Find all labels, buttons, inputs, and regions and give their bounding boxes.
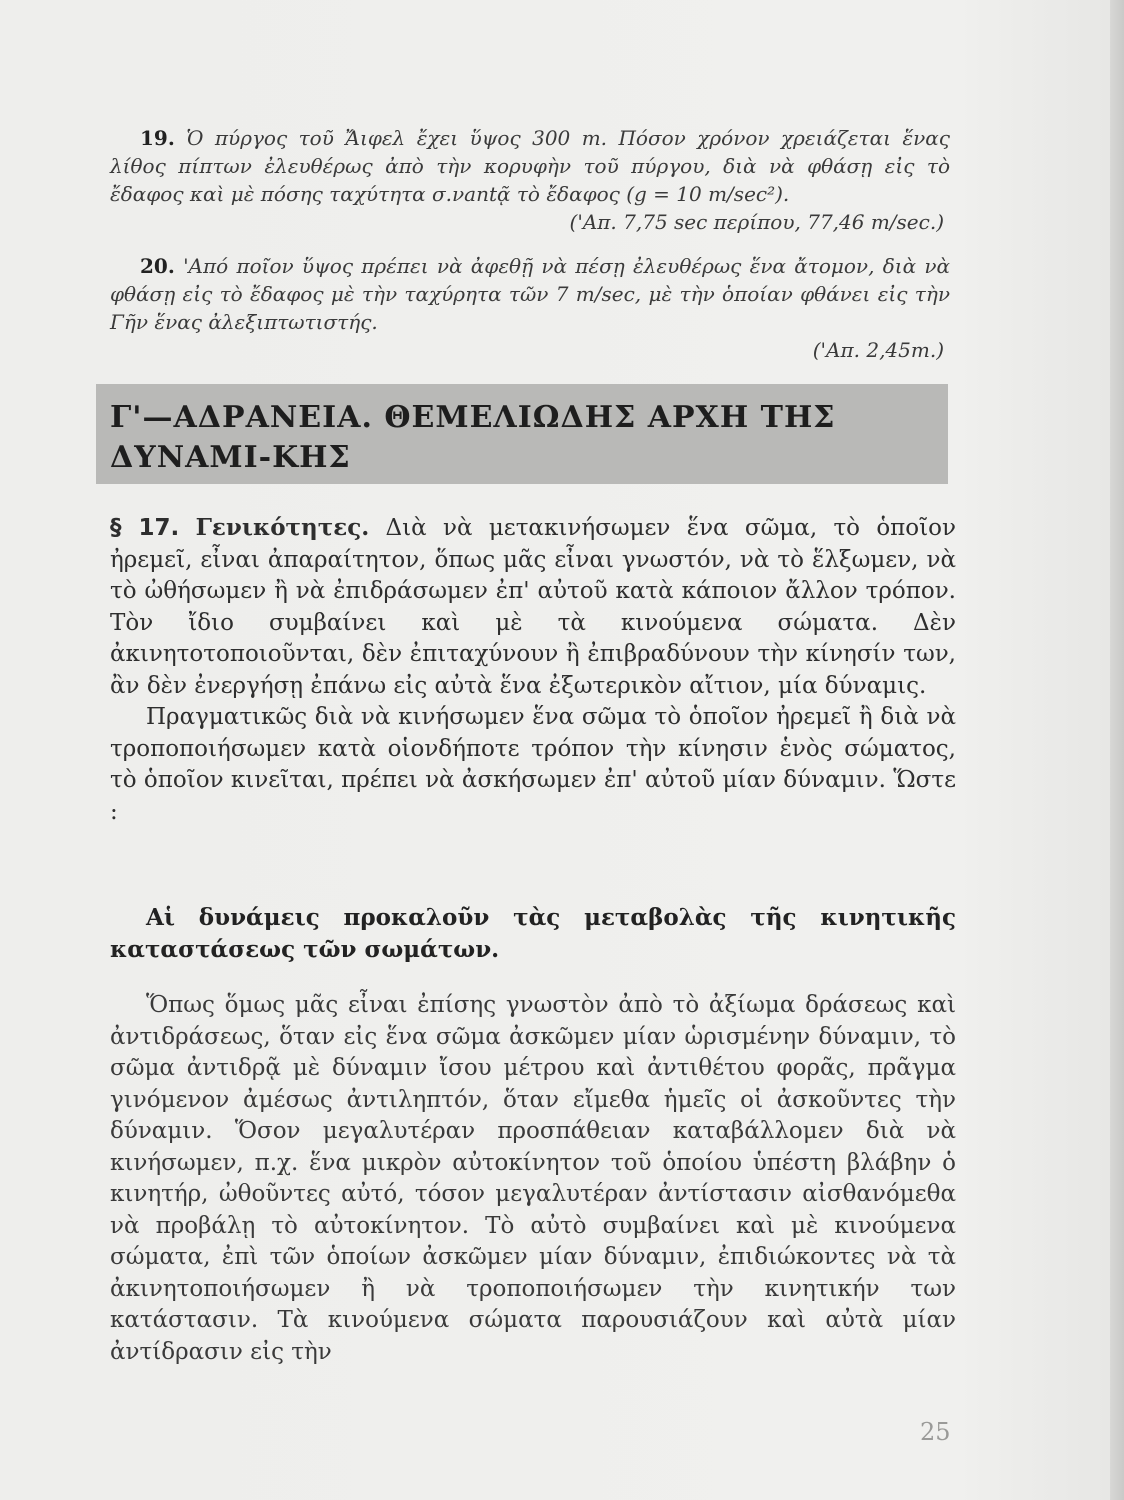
section-paragraph [110,512,956,702]
exercise-answer: ('Απ. 7,75 sec περίπου, 77,46 m/sec.) [569,210,944,234]
section-body [110,512,956,828]
chapter-title: Γ'—ΑΔΡΑΝΕΙΑ. ΘΕΜΕΛΙΩΔΗΣ ΑΡΧΗ ΤΗΣ ΔΥΝΑΜΙ-ΚΗΣ [110,400,836,475]
page-number: 25 [920,1418,951,1446]
exercise-number: 19. [140,126,175,150]
exercise-item [110,252,950,364]
exercise-text: Ὁ πύργος τοῦ Ἄιφελ ἔχει ὕψος 300 m. Πόσον χρόνον χρειάζεται ἕνας λίθος πίπτων ἐλευθέρως ἀπὸ τὴν κορυφὴν τοῦ πύργου, διὰ νὰ φθάσῃ εἰς τὸ ἔδαφος καὶ μὲ πόσης ταχύτητα σ.νantᾷ τὸ ἔδαφος (g = 10 m/sec²). [110,126,950,206]
exercise-item [110,124,950,236]
section-body-continued [110,990,956,1368]
section-number: § 17. [110,515,180,541]
page-edge [1110,0,1124,1500]
section-paragraph: Ὅπως ὅμως μᾶς εἶναι ἐπίσης γνωστὸν ἀπὸ τὸ ἀξίωμα δράσεως καὶ ἀντιδράσεως, ὅταν εἰς ἕνα σῶμα ἀσκῶμεν μίαν ὡρισμένην δύναμιν, τὸ σῶμα ἀντιδρᾷ μὲ δύναμιν ἴσου μέτρου καὶ ἀντιθέτου φορᾶς, πρᾶγμα γινόμενον ἀμέσως ἀντιληπτόν, ὅταν εἴμεθα ἡμεῖς οἱ ἀσκοῦντες τὴν δύναμιν. Ὅσον μεγαλυτέραν προσπάθειαν καταβάλλομεν διὰ νὰ κινήσωμεν, π.χ. ἕνα μικρὸν αὐτοκίνητον τοῦ ὁποίου ὑπέστη βλάβην ὁ κινητήρ, ὠθοῦντες αὐτό, τόσον μεγαλυτέραν ἀντίστασιν αἰσθανόμεθα νὰ προβάλῃ τὸ αὐτοκίνητον. Τὸ αὐτὸ συμβαίνει καὶ μὲ κινούμενα σώματα, ἐπὶ τῶν ὁποίων ἀσκῶμεν μίαν δύναμιν, ἐπιδιώκοντες νὰ τὰ ἀκινητοποιήσωμεν ἢ νὰ τροποποιήσωμεν τὴν κινητικήν των κατάστασιν. Τὰ κινούμενα σώματα παρουσιάζουν καὶ αὐτὰ μίαν ἀντίδρασιν εἰς τὴν [110,992,956,1365]
exercise-number: 20. [140,254,175,278]
section-title: Γενικότητες. [195,514,370,541]
principle-text: Αἱ δυνάμεις προκαλοῦν τὰς μεταβολὰς τῆς κινητικῆς καταστάσεως τῶν σωμάτων. [110,904,956,963]
principle-statement [110,902,956,965]
exercise-answer: ('Απ. 2,45m.) [812,338,944,362]
paragraph-text: Διὰ νὰ μετακινήσωμεν ἕνα σῶμα, τὸ ὁποῖον ἠρεμεῖ, εἶναι ἀπαραίτητον, ὅπως μᾶς εἶναι γνωστόν, νὰ τὸ ἕλξωμεν, νὰ τὸ ὠθήσωμεν ἢ νὰ ἐπιδράσωμεν ἐπ' αὐτοῦ κατὰ κάποιον ἄλλον τρόπον. Τὸν ἴδιο συμβαίνει καὶ μὲ τὰ κινούμενα σώματα. Δὲν ἀκινητοτοποιοῦνται, δὲν ἐπιταχύνουν ἢ ἐπιβραδύνουν τὴν κίνησίν των, ἂν δὲν ἐνεργήσῃ ἐπάνω εἰς αὐτὰ ἕνα ἐξωτερικὸν αἴτιον, μία δύναμις. [110,515,956,699]
section-paragraph: Πραγματικῶς διὰ νὰ κινήσωμεν ἕνα σῶμα τὸ ὁποῖον ἠρεμεῖ ἢ διὰ νὰ τροποποιήσωμεν κατὰ οἱονδήποτε τρόπον τὴν κίνησιν ἑνὸς σώματος, τὸ ὁποῖον κινεῖται, πρέπει νὰ ἀσκήσωμεν ἐπ' αὐτοῦ μίαν δύναμιν. Ὥστε : [110,704,956,825]
exercise-list [110,124,950,380]
exercise-text: 'Από ποῖον ὕψος πρέπει νὰ ἀφεθῇ νὰ πέσῃ ἐλευθέρως ἕνα ἄτομον, διὰ νὰ φθάσῃ εἰς τὸ ἔδαφος μὲ τὴν ταχύρητα τῶν 7 m/sec, μὲ τὴν ὁποίαν φθάνει εἰς τὴν Γῆν ἕνας ἀλεξιπτωτιστής. [110,254,951,334]
